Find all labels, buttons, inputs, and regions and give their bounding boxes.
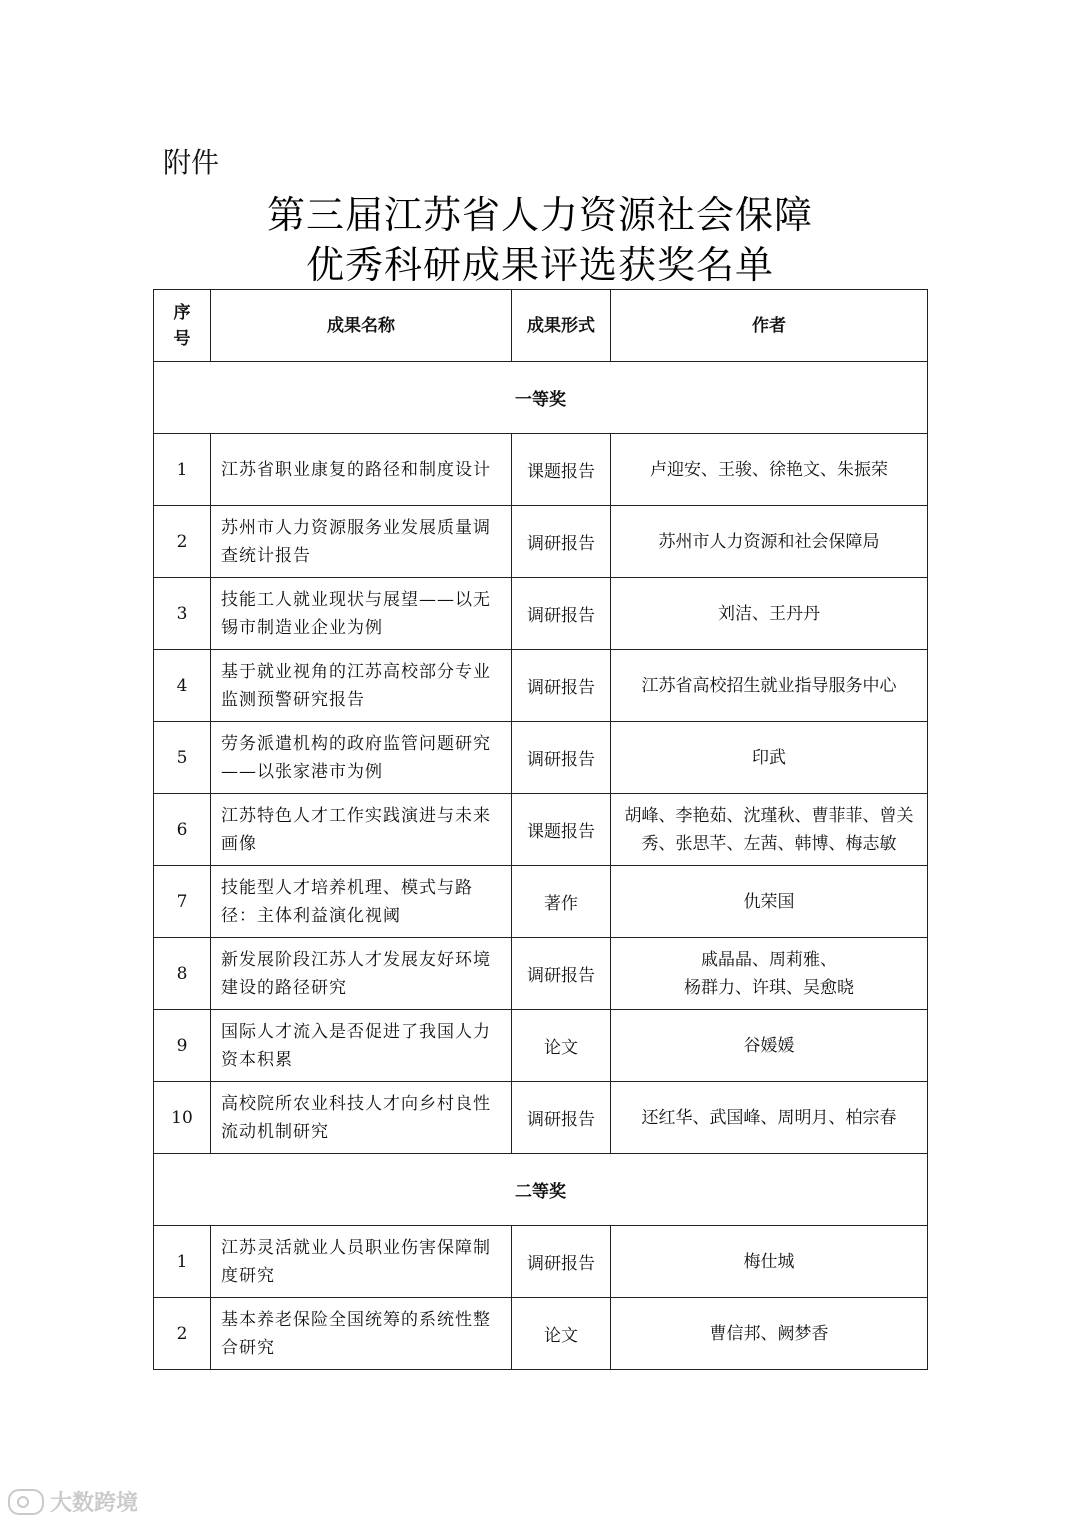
achievement-name: 新发展阶段江苏人才发展友好环境建设的路径研究	[211, 938, 512, 1010]
achievement-name: 基本养老保险全国统筹的系统性整合研究	[211, 1298, 512, 1370]
achievement-author	[611, 650, 928, 722]
row-number: 2	[154, 1298, 211, 1370]
achievement-author	[611, 434, 928, 506]
document-title-line2: 优秀科研成果评选获奖名单	[305, 243, 774, 287]
author-line: 刘洁、王丹丹	[718, 603, 820, 624]
section-label: 二等奖	[154, 1154, 928, 1226]
author-line: 梅仕城	[743, 1251, 795, 1272]
awards-table-body	[154, 290, 928, 1370]
achievement-name: 基于就业视角的江苏高校部分专业监测预警研究报告	[211, 650, 512, 722]
achievement-form: 课题报告	[512, 794, 611, 866]
achievement-form: 调研报告	[512, 578, 611, 650]
achievement-author	[611, 1082, 928, 1154]
section-label: 一等奖	[154, 362, 928, 434]
achievement-author	[611, 938, 928, 1010]
achievement-name: 高校院所农业科技人才向乡村良性流动机制研究	[211, 1082, 512, 1154]
table-row	[154, 506, 928, 578]
row-number: 10	[154, 1082, 211, 1154]
document-title-line1: 第三届江苏省人力资源社会保障	[266, 193, 813, 237]
header-no: 序号	[154, 290, 211, 362]
achievement-form: 调研报告	[512, 1082, 611, 1154]
row-number: 3	[154, 578, 211, 650]
attachment-label: 附件	[163, 146, 220, 179]
achievement-form: 课题报告	[512, 434, 611, 506]
row-number: 8	[154, 938, 211, 1010]
row-number: 6	[154, 794, 211, 866]
achievement-form: 论文	[512, 1298, 611, 1370]
awards-table	[153, 289, 928, 1370]
achievement-name: 国际人才流入是否促进了我国人力资本积累	[211, 1010, 512, 1082]
table-row	[154, 794, 928, 866]
header-author: 作者	[611, 290, 928, 362]
achievement-name: 劳务派遣机构的政府监管问题研究——以张家港市为例	[211, 722, 512, 794]
achievement-name: 江苏灵活就业人员职业伤害保障制度研究	[211, 1226, 512, 1298]
achievement-author	[611, 1010, 928, 1082]
achievement-form: 调研报告	[512, 650, 611, 722]
author-line: 仇荣国	[743, 891, 795, 912]
table-row	[154, 1298, 928, 1370]
author-line: 戚晶晶、周莉雅、	[701, 949, 837, 970]
row-number: 1	[154, 1226, 211, 1298]
author-line: 胡峰、李艳茹、沈瑾秋、曹菲菲、曾关秀、张思芊、左茜、韩博、梅志敏	[624, 805, 914, 854]
watermark	[8, 1486, 138, 1517]
header-name: 成果名称	[211, 290, 512, 362]
section-row	[154, 362, 928, 434]
achievement-form: 论文	[512, 1010, 611, 1082]
watermark-text: 大数跨境	[50, 1491, 139, 1516]
author-line: 印武	[752, 747, 786, 768]
achievement-name: 苏州市人力资源服务业发展质量调查统计报告	[211, 506, 512, 578]
author-line: 还红华、武国峰、周明月、柏宗春	[641, 1107, 897, 1128]
table-row	[154, 938, 928, 1010]
achievement-author	[611, 722, 928, 794]
achievement-form: 调研报告	[512, 722, 611, 794]
author-line: 卢迎安、王骏、徐艳文、朱振荣	[650, 459, 888, 480]
section-row	[154, 1154, 928, 1226]
achievement-name: 技能型人才培养机理、模式与路径：主体利益演化视阈	[211, 866, 512, 938]
table-row	[154, 866, 928, 938]
achievement-name: 江苏特色人才工作实践演进与未来画像	[211, 794, 512, 866]
achievement-form: 著作	[512, 866, 611, 938]
achievement-form: 调研报告	[512, 1226, 611, 1298]
row-number: 9	[154, 1010, 211, 1082]
row-number: 4	[154, 650, 211, 722]
table-row	[154, 722, 928, 794]
achievement-author	[611, 794, 928, 866]
table-row	[154, 650, 928, 722]
achievement-author	[611, 578, 928, 650]
table-header-row	[154, 290, 928, 362]
achievement-name: 江苏省职业康复的路径和制度设计	[211, 434, 512, 506]
author-line: 谷媛媛	[743, 1035, 795, 1056]
watermark-logo-icon	[8, 1489, 44, 1515]
author-line: 杨群力、许琪、吴愈晓	[684, 977, 854, 998]
author-line: 苏州市人力资源和社会保障局	[658, 531, 880, 552]
author-line: 江苏省高校招生就业指导服务中心	[641, 675, 897, 696]
table-row	[154, 1010, 928, 1082]
achievement-form: 调研报告	[512, 938, 611, 1010]
achievement-author	[611, 506, 928, 578]
achievement-author	[611, 866, 928, 938]
achievement-form: 调研报告	[512, 506, 611, 578]
author-line: 曹信邦、阙梦香	[709, 1323, 829, 1344]
table-row	[154, 1226, 928, 1298]
achievement-name: 技能工人就业现状与展望——以无锡市制造业企业为例	[211, 578, 512, 650]
achievement-author	[611, 1298, 928, 1370]
row-number: 5	[154, 722, 211, 794]
table-row	[154, 1082, 928, 1154]
row-number: 7	[154, 866, 211, 938]
header-form: 成果形式	[512, 290, 611, 362]
table-row	[154, 578, 928, 650]
row-number: 1	[154, 434, 211, 506]
achievement-author	[611, 1226, 928, 1298]
table-row	[154, 434, 928, 506]
row-number: 2	[154, 506, 211, 578]
